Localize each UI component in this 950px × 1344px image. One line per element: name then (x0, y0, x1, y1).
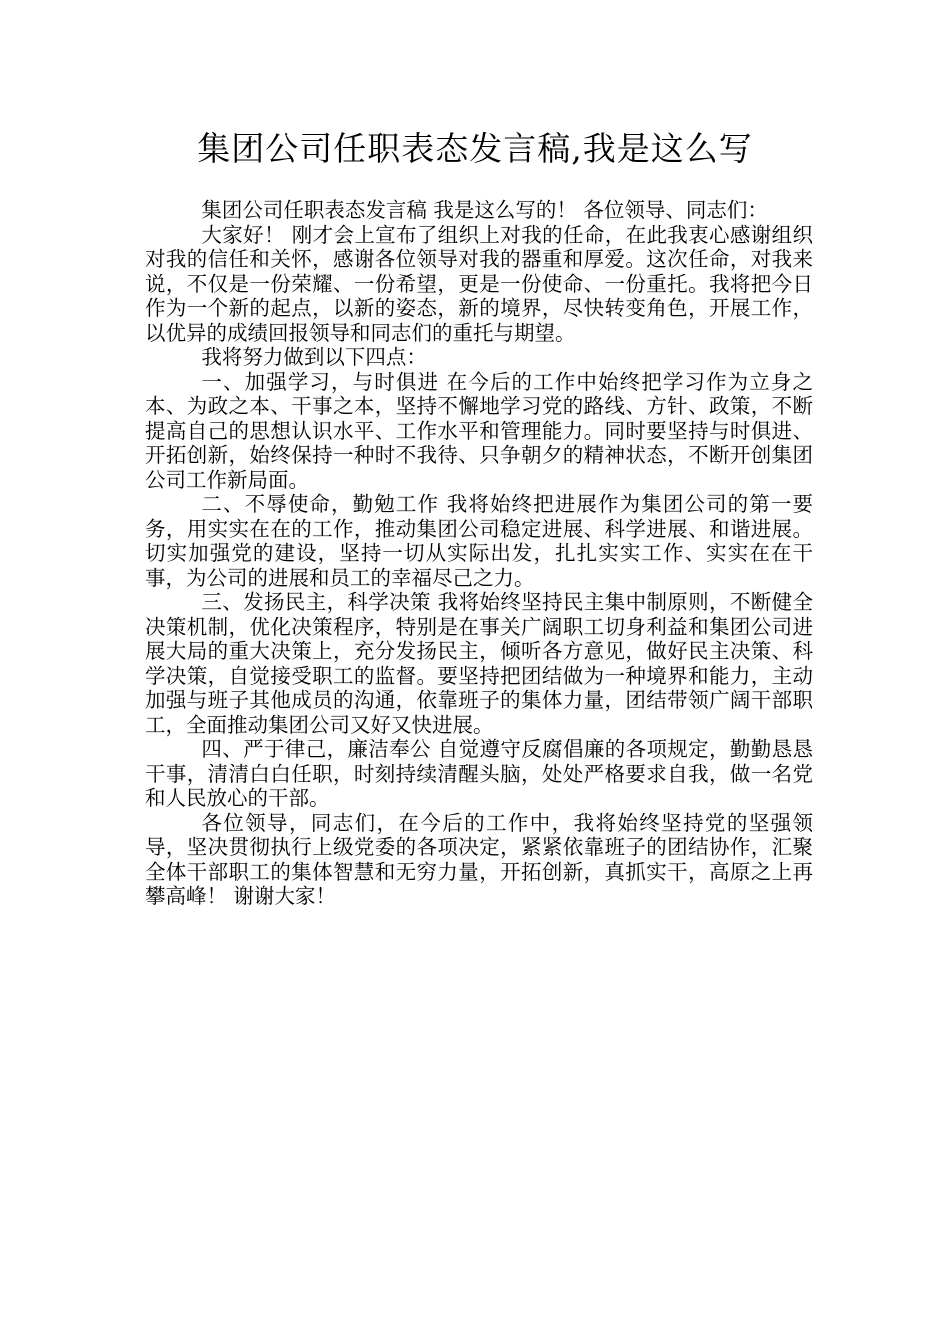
paragraph-opening: 大家好！ 刚才会上宣布了组织上对我的任命，在此我衷心感谢组织对我的信任和关怀，感谢各位领导对我的器重和厚爱。这次任命，对我来说，不仅是一份荣耀、一份希望，更是一份使命、一份重托。我将把今日作为一个新的起点，以新的姿态，新的境界，尽快转变角色，开展工作，以优异的成绩回报领导和同志们的重托与期望。 (145, 222, 813, 345)
paragraph-greeting: 集团公司任职表态发言稿 我是这么写的！ 各位领导、同志们： (201, 198, 768, 222)
document-body (145, 198, 813, 909)
paragraph-point-one: 一、加强学习，与时俱进 在今后的工作中始终把学习作为立身之本、为政之本、干事之本，坚持不懈地学习党的路线、方针、政策，不断提高自己的思想认识水平、工作水平和管理能力。同时要坚持与时俱进、开拓创新，始终保持一种时不我待、只争朝夕的精神状态，不断开创集团公司工作新局面。 (145, 369, 813, 492)
paragraph-closing: 各位领导，同志们，在今后的工作中，我将始终坚持党的坚强领导，坚决贯彻执行上级党委的各项决定，紧紧依靠班子的团结协作，汇聚全体干部职工的集体智慧和无穷力量，开拓创新，真抓实干，高原之上再攀高峰！ 谢谢大家！ (145, 810, 813, 908)
paragraph-point-three: 三、发扬民主，科学决策 我将始终坚持民主集中制原则，不断健全决策机制，优化决策程序，特别是在事关广阔职工切身利益和集团公司进展大局的重大决策上，充分发扬民主，倾听各方意见，做好民主决策、科学决策，自觉接受职工的监督。要坚持把团结做为一种境界和能力，主动加强与班子其他成员的沟通，依靠班子的集体力量，团结带领广阔干部职工，全面推动集团公司又好又快进展。 (145, 590, 813, 737)
document-title: 集团公司任职表态发言稿,我是这么写 (197, 129, 753, 168)
paragraph-point-two: 二、不辱使命，勤勉工作 我将始终把进展作为集团公司的第一要务，用实实在在的工作，推动集团公司稳定进展、科学进展、和谐进展。切实加强党的建设，坚持一切从实际出发，扎扎实实工作、实实在在干事，为公司的进展和员工的幸福尽己之力。 (145, 492, 813, 590)
paragraph-four-points-intro: 我将努力做到以下四点： (201, 345, 427, 369)
paragraph-point-four: 四、严于律己，廉洁奉公 自觉遵守反腐倡廉的各项规定，勤勤恳恳干事，清清白白任职，时刻持续清醒头脑，处处严格要求自我，做一名党和人民放心的干部。 (145, 737, 813, 810)
